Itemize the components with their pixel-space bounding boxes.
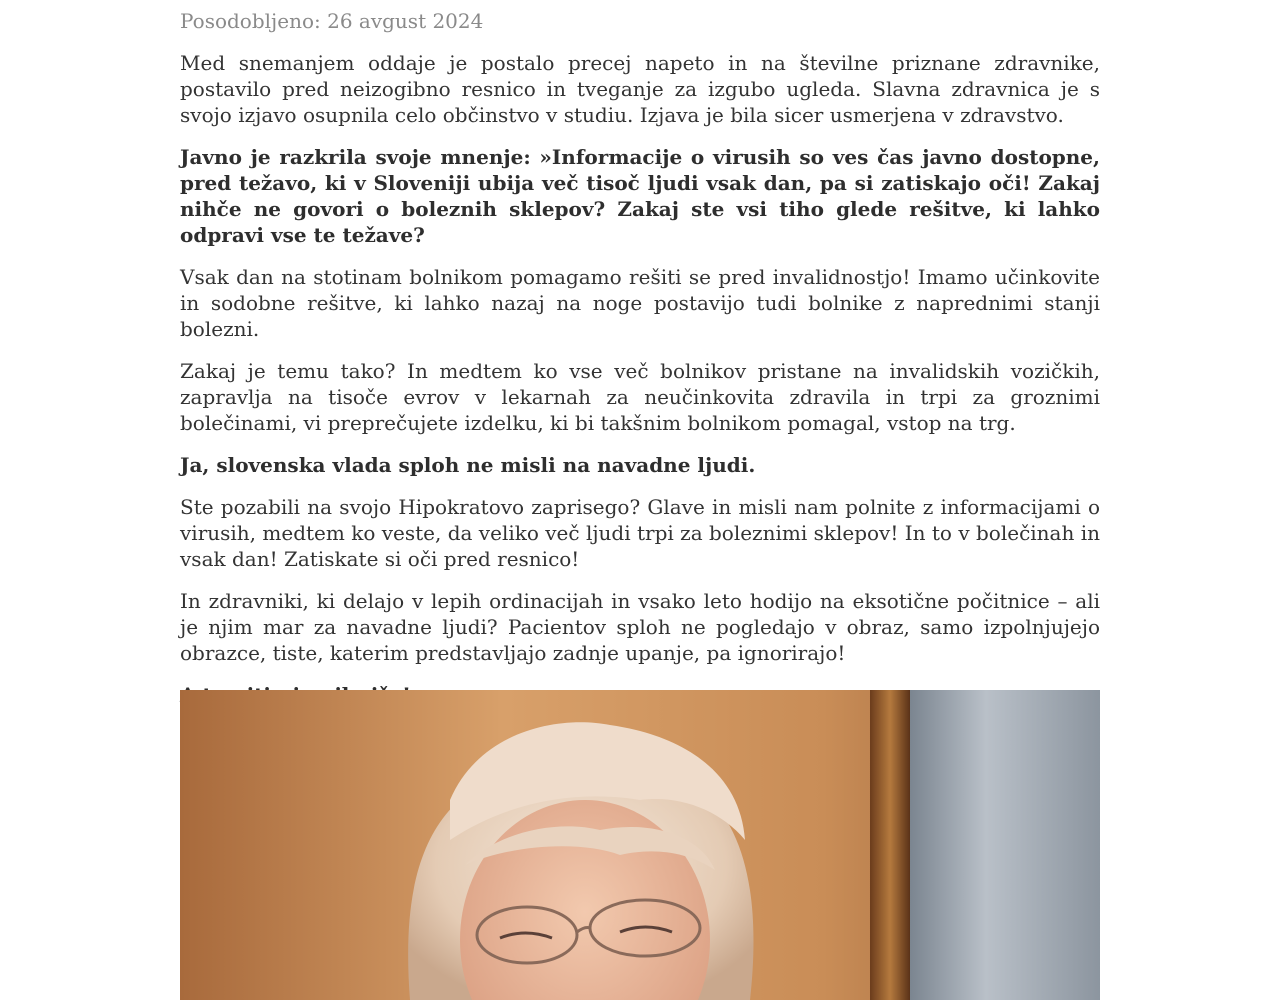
- article: [180, 0, 1100, 708]
- paragraph-doctors: In zdravniki, ki delajo v lepih ordinacijah in vsako leto hodijo na eksotične počitnice – ali je njim mar za navadne ljudi? Pacientov sploh ne pogledajo v obraz, samo izpolnjujejo obrazce, tiste, katerim predstavljajo zadnje upanje, pa ignorirajo!: [180, 589, 1100, 665]
- paragraph-help: Vsak dan na stotinam bolnikom pomagamo rešiti se pred invalidnostjo! Imamo učinkovite in sodobne rešitve, ki lahko nazaj na noge postavijo tudi bolnike z naprednimi stanji bolezni.: [180, 265, 1100, 341]
- portrait-photo-icon: [180, 690, 1100, 1000]
- updated-date: Posodobljeno: 26 avgust 2024: [180, 9, 484, 33]
- paragraph-intro: Med snemanjem oddaje je postalo precej napeto in na številne priznane zdravnike, postavilo pred neizogibno resnico in tveganje za izgubo ugleda. Slavna zdravnica je s svojo izjavo osupnila celo občinstvo v studiu. Izjava je bila sicer usmerjena v zdravstvo.: [180, 51, 1100, 127]
- paragraph-quote: Javno je razkrila svoje mnenje: »Informacije o virusih so ves čas javno dostopne, pred težavo, ki v Sloveniji ubija več tisoč ljudi vsak dan, pa si zatiskajo oči! Zakaj nihče ne govori o boleznih sklepov? Zakaj ste vsi tiho glede rešitve, ki lahko odpravi vse te težave?: [180, 145, 1100, 247]
- portrait-photo: [180, 690, 1100, 1000]
- paragraph-why: Zakaj je temu tako? In medtem ko vse več bolnikov pristane na invalidskih vozičkih, zapravlja na tisoče evrov v lekarnah za neučinkovita zdravila in trpi za groznimi bolečinami, vi preprečujete izdelku, ki bi takšnim bolnikom pomagal, vstop na trg.: [180, 359, 1100, 435]
- paragraph-oath: Ste pozabili na svojo Hipokratovo zaprisego? Glave in misli nam polnite z informacijami o virusih, medtem ko veste, da veliko več ljudi trpi za boleznimi sklepov! In to v bolečinah in vsak dan! Zatiskate si oči pred resnico!: [180, 495, 1100, 571]
- paragraph-government: Ja, slovenska vlada sploh ne misli na navadne ljudi.: [180, 453, 756, 477]
